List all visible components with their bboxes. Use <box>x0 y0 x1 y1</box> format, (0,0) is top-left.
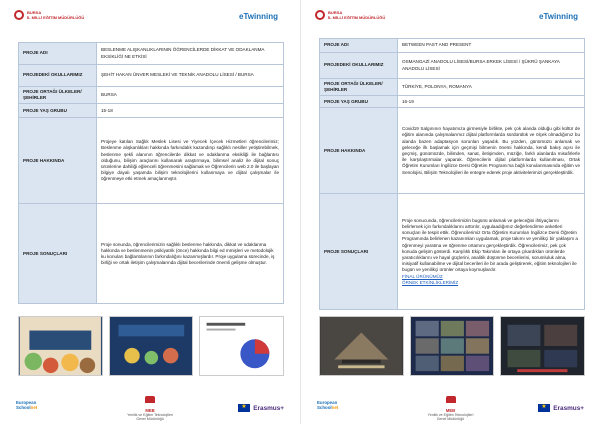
etwinning-logo: eTwinning <box>239 12 278 21</box>
meb-line2: Yenilik ve Eğitim Teknolojileri <box>427 413 474 417</box>
bursa-logo <box>315 10 385 20</box>
meb-line2: Yenilik ve Eğitim Teknolojileri <box>127 413 173 417</box>
project-table-right <box>319 38 585 310</box>
meb-line1: MEB <box>145 408 155 413</box>
erasmus-logo <box>538 404 584 412</box>
food-collage-image <box>19 317 102 375</box>
crest-icon <box>315 10 325 20</box>
table-row <box>19 204 284 304</box>
row-label: PROJE ORTAĞI ÜLKELER/ŞEHİRLER <box>320 79 398 96</box>
results-text: Proje sonucunda, öğrencilerimizin bugünü anlamak ve geleceğini ihtiyaçlarını belirlemek için farkındalıklarını arttırılır, uygulaadığımız değerlendirme anketleri sonuçları ile tespit ettik. Öğrencilerimiz Orta Öğretim Kurumları İngilizce Dersi Öğretim Programında belirlenen kazanımları uygulamak, proje takımı ve yenilikçi bir yaklaşım a öğrenmeyi yaratma ve öğrenme ortamını gerçekleştirdik. Öğrencilerimiz, pek çok konuda gelişim gösterdi. Karşılıklı Ekip Takımları ile ortaya çıkardıkları ürünlerde yaratıcılıklarını ve hayal güçlerini, analitik düşünme becerilerini, sorumluluk alma, inisiyatif kullanabilme ve dijital becerileri ile bir arada geliştirerek, eğitim teknolojileri ile bugün ve yenilikçi ürünler ortaya koymuşlardır. <box>402 217 578 273</box>
project-photo <box>18 316 103 376</box>
project-photo <box>199 316 284 376</box>
row-value: BURSA <box>97 87 284 104</box>
table-row <box>320 39 585 53</box>
right-page <box>300 0 600 424</box>
meb-icon <box>145 396 155 403</box>
bursa-logo <box>14 10 84 20</box>
project-photo <box>109 316 194 376</box>
meeting-screenshot-image <box>501 317 584 375</box>
photo-strip-right <box>319 316 585 376</box>
es-line3: net <box>331 405 339 410</box>
logo-line2: İL MİLLİ EĞİTİM MÜDÜRLÜĞÜ <box>328 15 386 20</box>
row-value: BESLENME ALIŞKANLIKLARININ ÖĞRENCİLERDE DİKKAT VE ODAKLANMA EKSİKLİĞİ NE ETKİSİ <box>97 43 284 65</box>
row-label: PROJE ADI <box>320 39 398 53</box>
eu-flag-icon <box>238 404 250 412</box>
project-photo <box>319 316 404 376</box>
table-row <box>320 79 585 96</box>
pie-survey-image <box>200 317 283 375</box>
row-value: ŞEHİT HAKAN ÜNVER MESLEKİ VE TEKNİK ANADOLU LİSESİ / BURSA <box>97 65 284 87</box>
row-value: 15-18 <box>97 104 284 118</box>
row-value: Proje sonunda, öğrencilerimizin sağlıklı beslenme hakkında, dikkat ve odaklanma hakkında ve beslenmenin psikiyatrik (önce) hakkında bilgi ed mmişleri ve metodolojik ku konuları bağlantılarının farkındalığını kazanmışlardır. Proje uygulama sürecinde, iş birliği ve ortak iletişim çalışmalarında dijital becerilerinde önemli gelişme olmuştur. <box>97 204 284 304</box>
table-row <box>19 104 284 118</box>
row-value: Covid19 Salgınının hayatımıza girmesiyle birlikte, pek çok alanda olduğu gibi kültür de eğitim alanında çalışmalarımız dijital platformlarda sürdürülük ve ölçek olmadığımız bu alanda bazen adaptasyon sorunları yaşadık. Bu yüzden, günümüzü anlamak ve geleceğe ilk başlamak için geçmişi bilmenin önemi hakkında, kendi bakış açısı ile geçmiş, günümüzde, bilimden, sanat, iletişimden, müziğe, farklı alanlarda misafirlerle ile karşılaştırmalar yaparak. Öğrencilerin dijital platformlarda kullanılması, Ortak Öğretim Kurumları İngilizce Dersi Öğretim Programı'na bağlı konulanmasında eğitim ve Senolojisi, Bilişim Teknolojileri ile entegre ederek proje aktivitelerimizi gerçekleştirdik. <box>398 108 585 194</box>
row-label: PROJE ADI <box>19 43 97 65</box>
row-value: TÜRKİYE, POLONYA, ROMANYA <box>398 79 585 96</box>
eu-flag-icon <box>538 404 550 412</box>
row-label: PROJE YAŞ GRUBU <box>19 104 97 118</box>
row-label: PROJE HAKKINDA <box>320 108 398 194</box>
table-row <box>320 53 585 79</box>
crest-icon <box>14 10 24 20</box>
project-photo <box>500 316 585 376</box>
row-value: Projeye katılan Sağlık Meslek Lisesi ve Yiyecek İçecek Hizmetleri öğrencilerimiz; Beslenme alışkanlıkları hakkında farkındalık kazandırıp sağlıklı nesiller yetiştirebilmek, beslenme şekli alanının öğrencilerde dikkat ve odaklanma eksikliği ile bağlantısı olduğunu, bilişim araçlarını kullanarak araştırmaya, bilimsel analiz ile dijital sonuç ürünlerine dahiliği eğlenceli öğrenmesini sağlamak ve Öğrencilerin web 2.0 ile başlayan bilgiye dayalı yaşamda bilişim teknolojilerini kullanmaya ve dijital çalışmalar ile öğrenmeye etki etmek amaçlanmıştır. <box>97 118 284 204</box>
logo-line2: İL MİLLİ EĞİTİM MÜDÜRLÜĞÜ <box>27 15 85 20</box>
es-line1: European <box>317 400 338 405</box>
row-value: BETWEEN PAST AND PRESENT <box>398 39 585 53</box>
page-footer <box>0 386 300 424</box>
meb-icon <box>446 396 456 403</box>
page-header <box>0 0 300 34</box>
erasmus-text: Erasmus+ <box>253 404 284 412</box>
es-line2: School <box>16 405 31 410</box>
project-photo <box>410 316 495 376</box>
row-label: PROJE ORTAĞI ÜLKELER/ŞEHİRLER <box>19 87 97 104</box>
page-footer <box>301 386 600 424</box>
row-value <box>398 194 585 310</box>
table-row <box>320 194 585 310</box>
page-header <box>301 0 600 34</box>
meb-line3: Genel Müdürlüğü <box>436 417 465 421</box>
photo-strip-left <box>18 316 284 376</box>
erasmus-logo <box>238 404 284 412</box>
row-value: 16-19 <box>398 96 585 108</box>
table-row <box>320 108 585 194</box>
logo-line1: BURSA <box>27 10 42 15</box>
etwinning-logo: eTwinning <box>539 12 578 21</box>
erasmus-text: Erasmus+ <box>553 404 584 412</box>
es-line2: School <box>317 405 332 410</box>
table-row <box>19 87 284 104</box>
row-label: PROJE YAŞ GRUBU <box>320 96 398 108</box>
row-value: OSMANGAZİ ANADOLU LİSESİ/BURSA ERKEK LİSESİ / ŞÜKRÜ ŞANKAYA ANADOLU LİSESİ <box>398 53 585 79</box>
logo-line1: BURSA <box>328 10 343 15</box>
poster-image <box>110 317 193 375</box>
final-product-link[interactable]: FİNAL ÜRÜNÜMÜZ <box>402 273 443 279</box>
row-label: PROJEDEKİ OKULLARIMIZ <box>320 53 398 79</box>
row-label: PROJE SONUÇLARI <box>19 204 97 304</box>
row-label: PROJE HAKKINDA <box>19 118 97 204</box>
meb-line1: MEB <box>445 408 456 413</box>
table-row <box>320 96 585 108</box>
project-table-left <box>18 42 284 304</box>
meb-line3: Genel Müdürlüğü <box>136 417 164 421</box>
sample-activities-link[interactable]: ÖRNEK ETKİNLİKLERİMİZ <box>402 279 459 285</box>
table-row <box>19 65 284 87</box>
table-row <box>19 118 284 204</box>
es-line1: European <box>16 400 37 405</box>
row-label: PROJEDEKİ OKULLARIMIZ <box>19 65 97 87</box>
project-logo-image <box>320 317 403 375</box>
row-label: PROJE SONUÇLARI <box>320 194 398 310</box>
es-line3: net <box>30 405 38 410</box>
video-meeting-image <box>411 317 494 375</box>
table-row <box>19 43 284 65</box>
